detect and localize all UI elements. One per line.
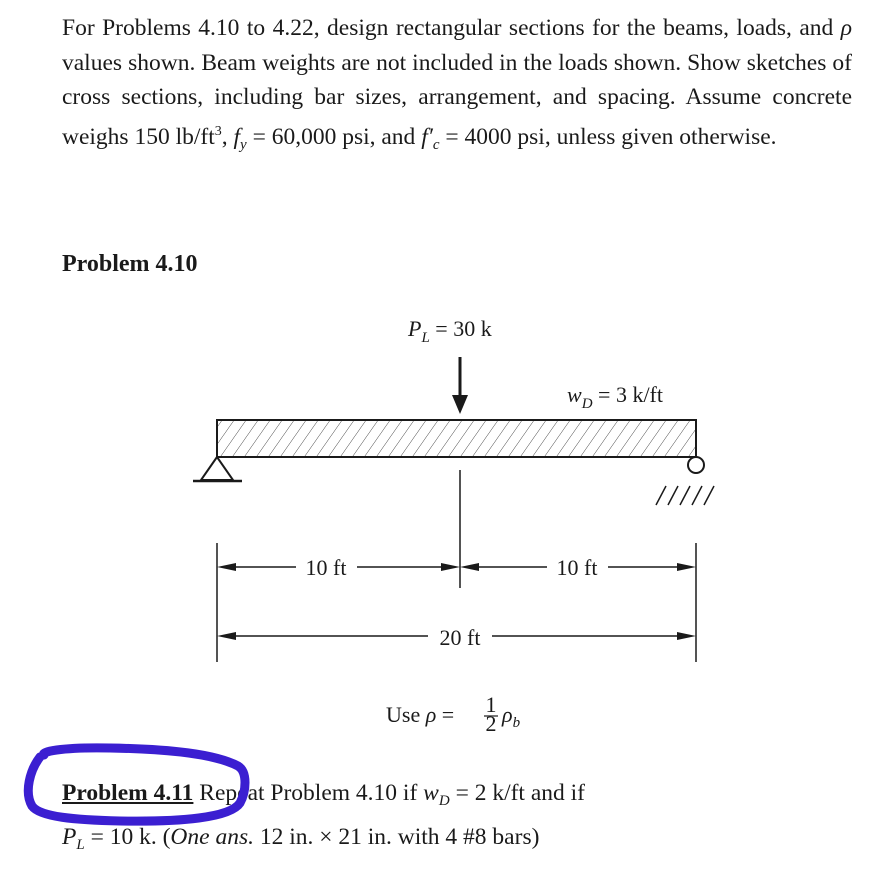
roller-support-icon <box>656 457 714 505</box>
point-load-label: $P_L = 30$ k <box>408 316 492 346</box>
pl-symbol: P <box>62 824 77 850</box>
point-load-arrow <box>452 357 468 414</box>
dimension-left-label: 10 ft <box>305 555 347 580</box>
svg-text:Use ρ =: Use ρ = <box>386 702 455 727</box>
fraction-denominator: 2 <box>485 711 497 736</box>
problem-411-answer: 12 in. × 21 in. with 4 #8 bars) <box>253 824 540 850</box>
distributed-load-label: $w_D = 3$ k/ft <box>567 382 663 412</box>
problem-411-text-3: = 10 k. ( <box>84 824 171 850</box>
rho-specification <box>386 692 521 736</box>
rho-symbol: ρ <box>840 15 852 41</box>
fy-value: = 60,000 psi, and <box>246 123 422 150</box>
problem-411-paragraph <box>62 775 852 863</box>
fraction-numerator: 1 <box>485 692 497 717</box>
intro-text-3: , <box>221 123 234 150</box>
problem-411-heading: Problem 4.11 <box>62 780 194 806</box>
intro-text-1: For Problems 4.10 to 4.22, design rectangular sections for the beams, loads, and <box>62 15 841 41</box>
dimension-total-label: 20 ft <box>439 625 481 650</box>
fy-symbol: f <box>233 123 241 150</box>
problem-411-text-2: = 2 k/ft and if <box>449 780 585 806</box>
problem-411-text-1: Repeat Problem 4.10 if <box>193 780 424 806</box>
problem-410-heading: Problem 4.10 <box>62 251 198 277</box>
wd-symbol: w <box>423 780 439 806</box>
svg-text:ρb: $\rho_b$ <box>502 702 521 731</box>
dimension-right-label: 10 ft <box>556 555 598 580</box>
pl-subscript: L <box>76 837 85 853</box>
cube-superscript: 3 <box>214 123 222 139</box>
intro-text-2: values shown. Beam weights are not included in the loads shown. Show sketches of cross sections, including bar sizes, arrangement, and spacing. Assume concrete weighs 150 lb/ft <box>62 49 852 150</box>
one-ans-label: One ans. <box>170 824 254 850</box>
pin-support-icon <box>193 457 242 481</box>
fc-value: = 4000 psi, unless given otherwise. <box>439 123 777 150</box>
beam-body <box>217 420 696 457</box>
fc-subscript: c <box>432 136 440 153</box>
fc-symbol: f′ <box>421 123 433 150</box>
wd-subscript: D <box>438 793 450 809</box>
fy-subscript: y <box>240 136 247 153</box>
